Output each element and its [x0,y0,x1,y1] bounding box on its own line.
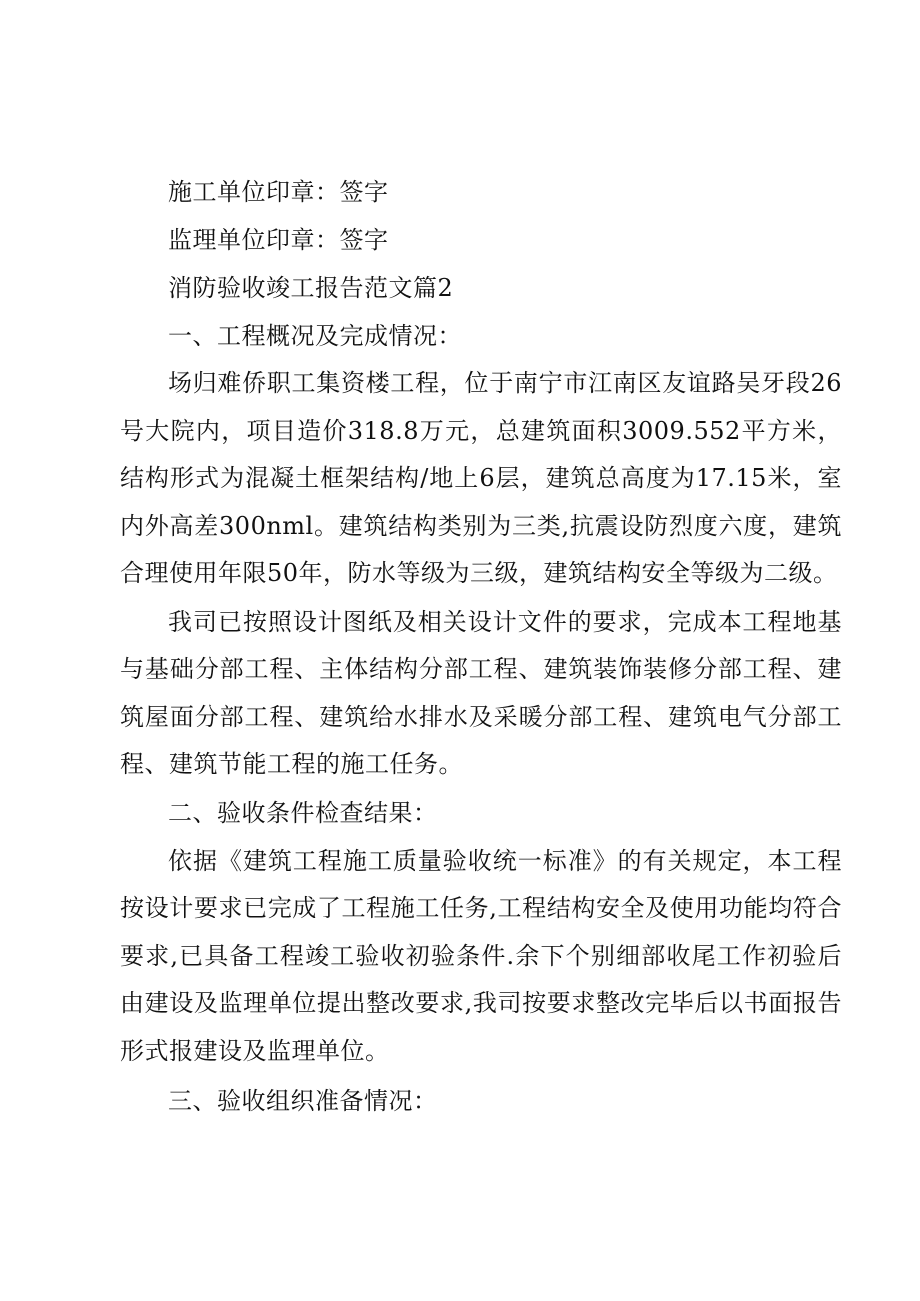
heading-project-overview: 一、工程概况及完成情况： [168,322,462,350]
paragraph-acceptance-basis: 依据《建筑工程施工质量验收统一标准》的有关规定，本工程按设计要求已完成了工程施工任务,工程结构安全及使用功能均符合要求,已具备工程竣工验收初验条件.余下个别细部收尾工作初验后由建设及监理单位提出整改要求,我司按要求整改完毕后以书面报告形式报建设及监理单位。 [120,846,842,1065]
heading-acceptance-check: 二、验收条件检查结果： [168,798,438,827]
section-title: 消防验收竣工报告范文篇2 [168,274,454,302]
heading-acceptance-organization: 三、验收组织准备情况： [168,1087,438,1115]
paragraph-completed-scope: 我司已按照设计图纸及相关设计文件的要求，完成本工程地基与基础分部工程、主体结构分部工程、建筑装饰装修分部工程、建筑屋面分部工程、建筑给水排水及采暖分部工程、建筑电气分部工程、建筑节能工程的施工任务。 [120,607,842,778]
construction-unit-signature-line: 施工单位印章：签字 [168,178,389,206]
paragraph-project-overview: 场归难侨职工集资楼工程，位于南宁市江南区友谊路吴牙段26号大院内，项目造价318.8万元，总建筑面积3009.552平方米，结构形式为混凝土框架结构/地上6层，建筑总高度为17.15米，室内外高差300nml。建筑结构类别为三类,抗震设防烈度六度，建筑合理使用年限50年，防水等级为三级，建筑结构安全等级为二级。 [120,369,842,587]
supervision-unit-signature-line: 监理单位印章：签字 [168,226,389,254]
document-body [120,168,842,1125]
